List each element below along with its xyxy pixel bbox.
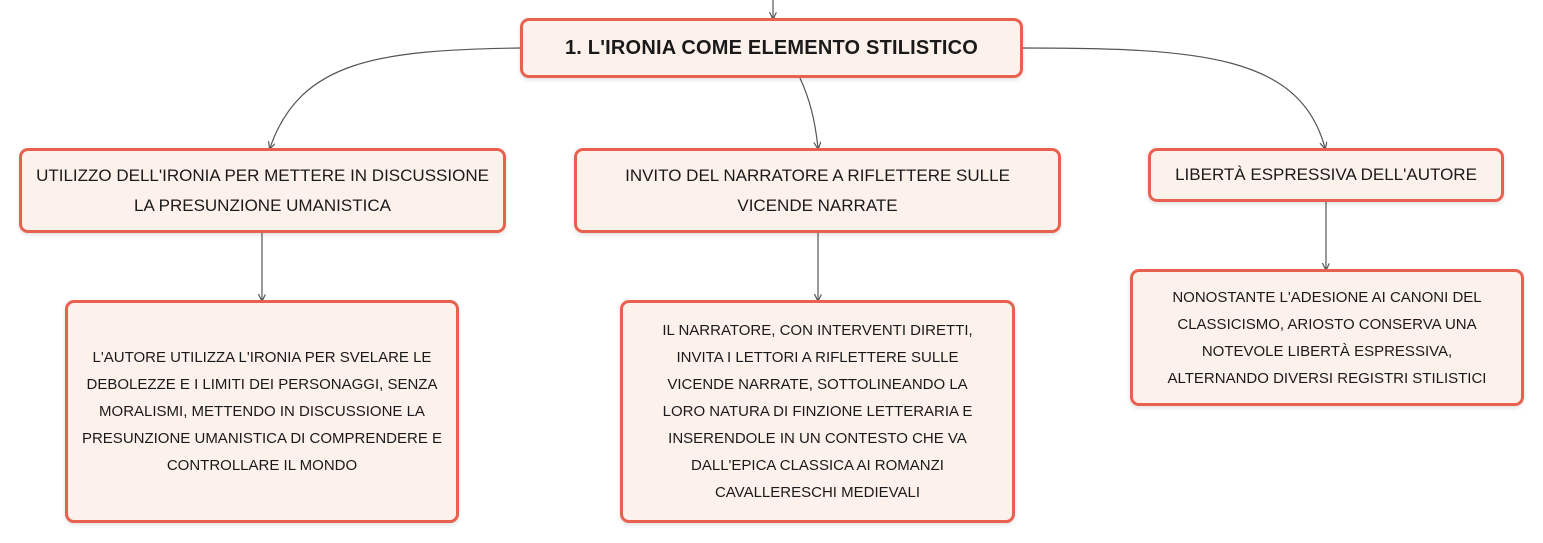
branch-node-label: LIBERTÀ ESPRESSIVA DELL'AUTORE [1175,165,1477,184]
root-node-label: 1. L'IRONIA COME ELEMENTO STILISTICO [564,36,979,59]
detail-node-text: IL NARRATORE, CON INTERVENTI DIRETTI, INVITA I LETTORI A RIFLETTERE SULLE VICENDE NARRATE, SOTTOLINEANDO LA LORO NATURA DI FINZIONE LETTERARIA E INSERENDOLE IN UN CONTESTO CHE VA DALL'EPICA CLASSICA AI ROMANZI CAVALLERESCHI MEDIEVALI [662,322,973,501]
connector-root-to-branch-2 [800,78,818,148]
detail-node-expressive-freedom[interactable] [1130,269,1524,406]
branch-node-label: INVITO DEL NARRATORE A RIFLETTERE SULLE VICENDE NARRATE [625,165,1010,215]
root-node[interactable] [520,18,1023,78]
branch-node-expressive-freedom[interactable] [1148,148,1504,202]
detail-node-text: NONOSTANTE L'ADESIONE AI CANONI DEL CLASSICISMO, ARIOSTO CONSERVA UNA NOTEVOLE LIBERTÀ ESPRESSIVA, ALTERNANDO DIVERSI REGISTRI STILISTICI [1167,288,1487,387]
detail-node-text: L'AUTORE UTILIZZA L'IRONIA PER SVELARE LE DEBOLEZZE E I LIMITI DEI PERSONAGGI, SENZA MORALISMI, METTENDO IN DISCUSSIONE LA PRESUNZIONE UMANISTICA DI COMPRENDERE E CONTROLLARE IL MONDO [81,349,443,474]
branch-node-irony-discussion[interactable] [19,148,506,233]
branch-node-narrator-invitation[interactable] [574,148,1061,233]
detail-node-narrator-invitation[interactable] [620,300,1015,523]
connector-root-to-branch-3 [1022,48,1325,148]
detail-node-irony-discussion[interactable] [65,300,459,523]
connector-root-to-branch-1 [270,48,520,148]
branch-node-label: UTILIZZO DELL'IRONIA PER METTERE IN DISCUSSIONE LA PRESUNZIONE UMANISTICA [36,165,489,215]
